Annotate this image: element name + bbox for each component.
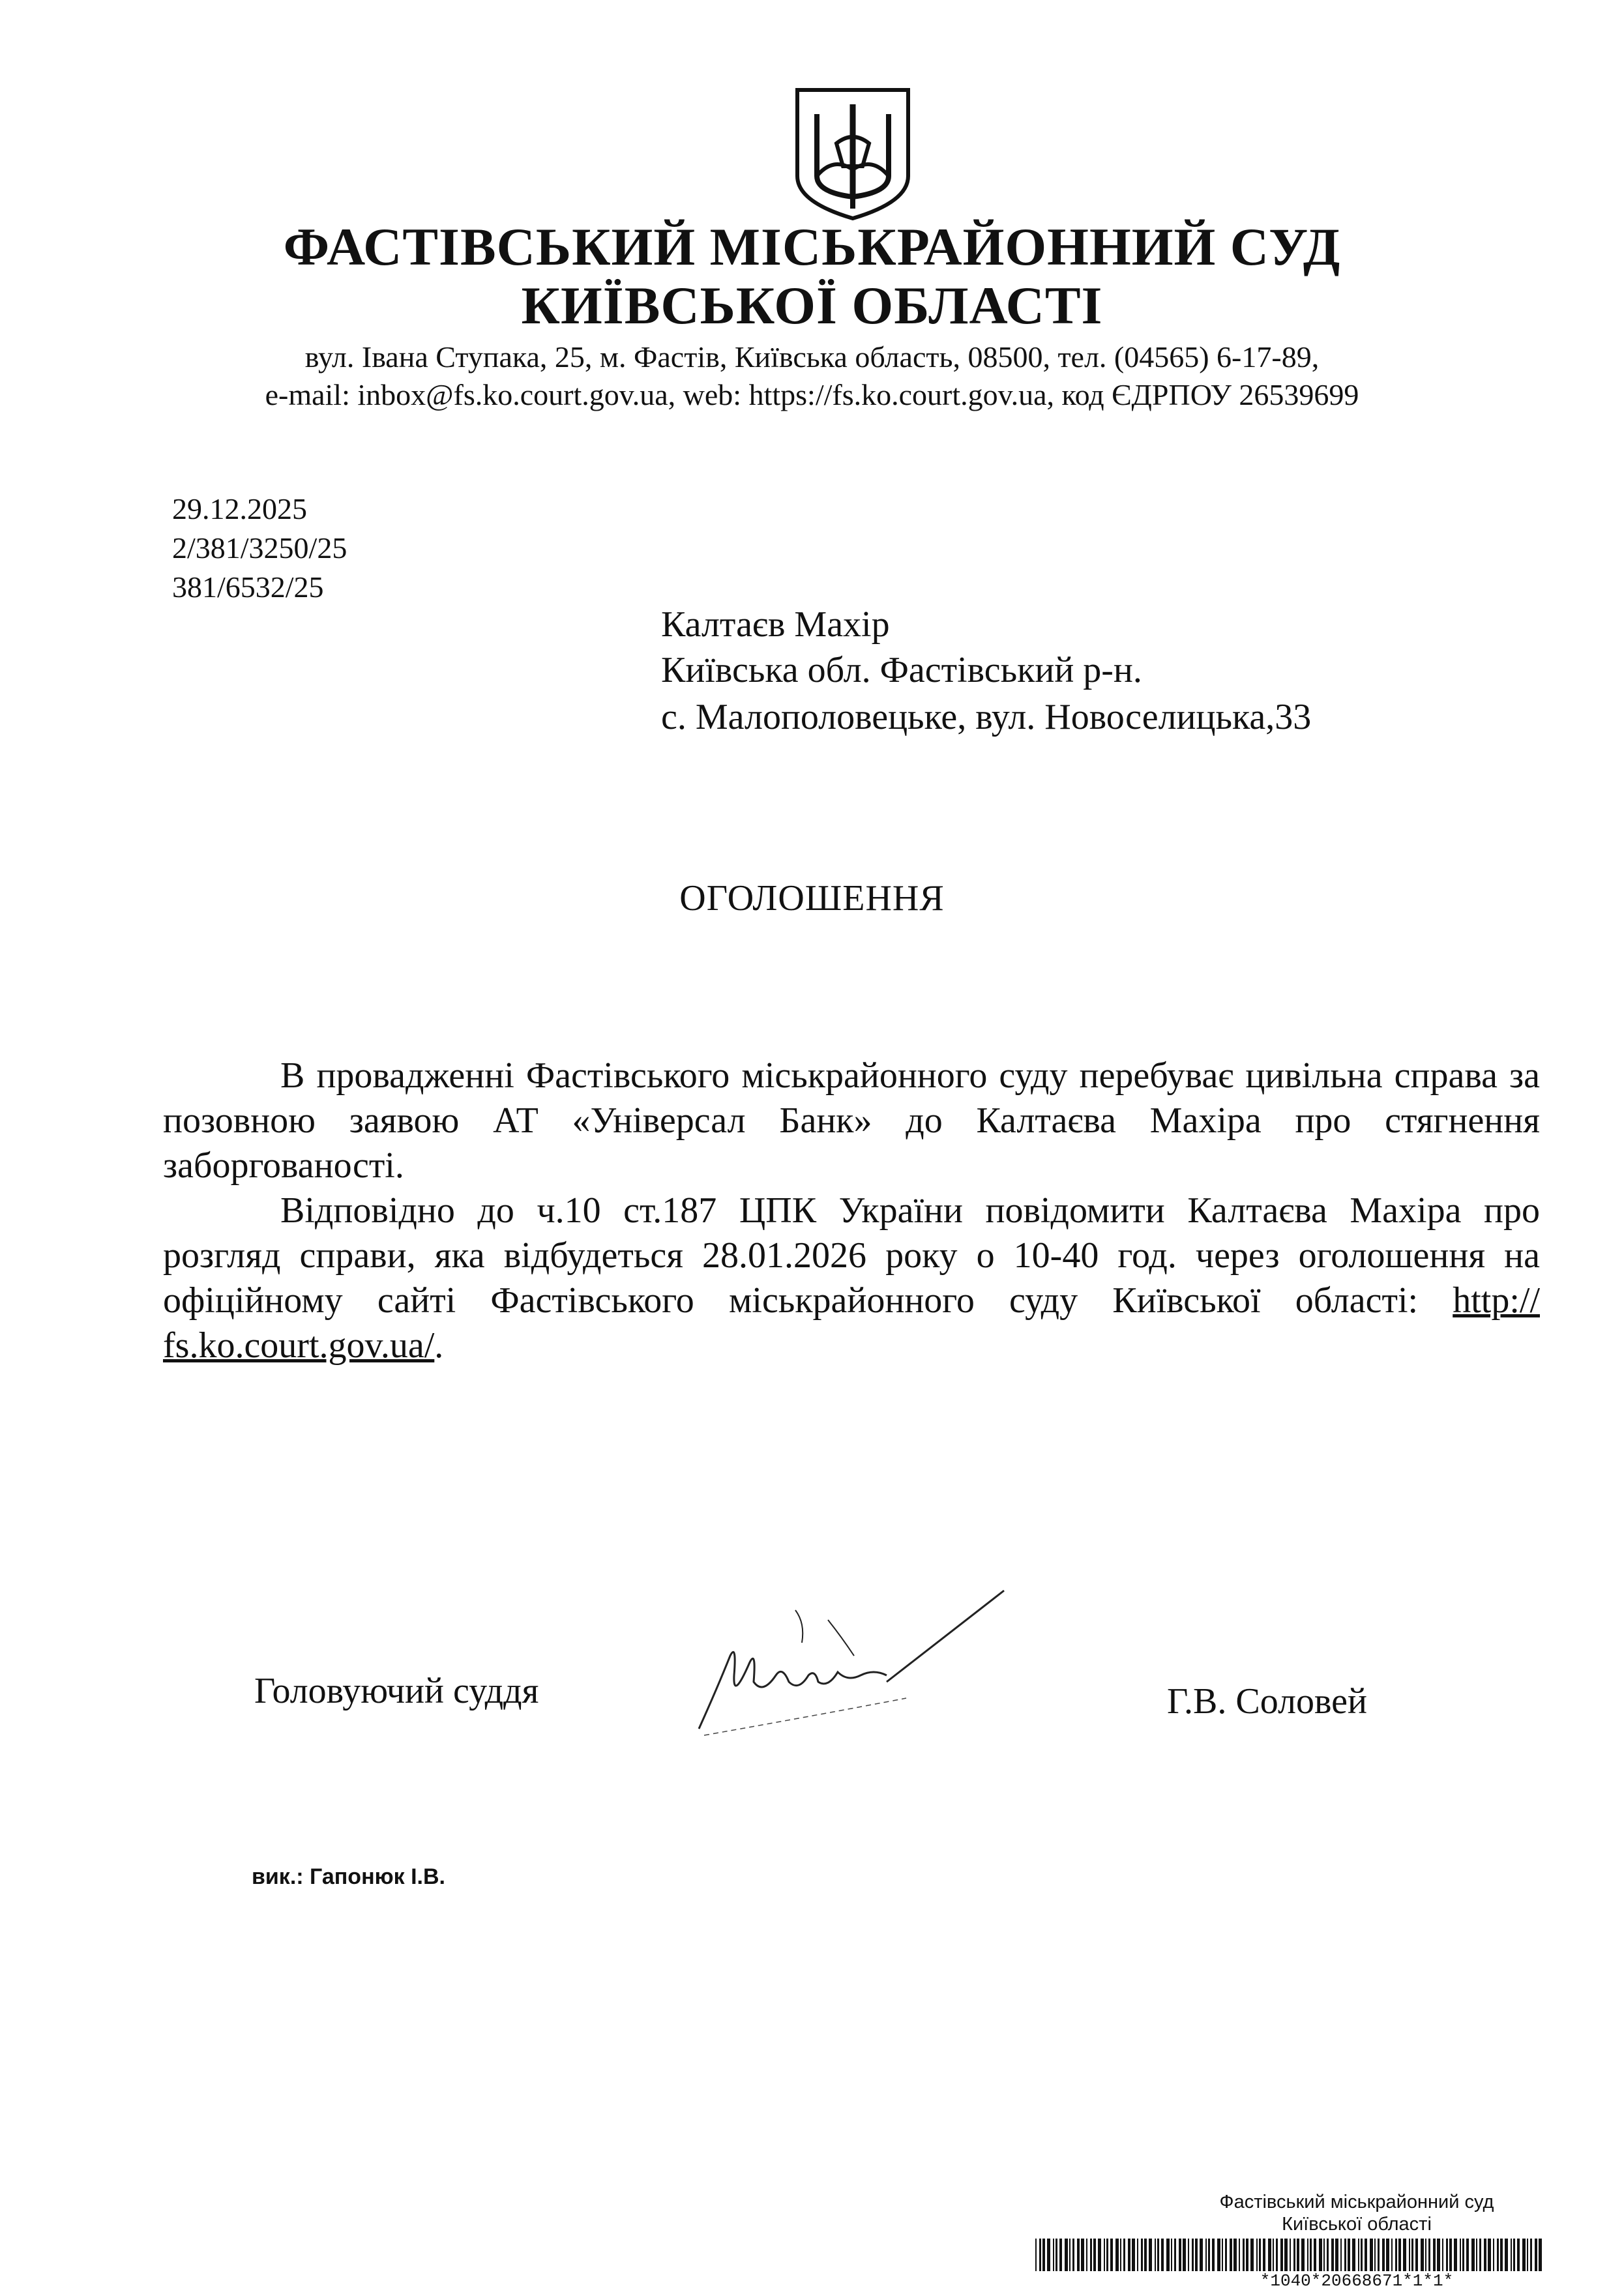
paragraph-2-text: Відповідно до ч.10 ст.187 ЦПК України повідомити Калтаєва Махіра про розгляд справи, яка відбудеться 28.01.2026 року о 10-40 год. через оголошення на офіційному сайті Фастівського міськрайонного суду Київської області: [163,1190,1540,1321]
case-number: 2/381/3250/25 [172,531,347,565]
document-date: 29.12.2025 [172,492,307,525]
addressee-name: Калтаєв Махір [661,604,890,645]
coat-of-arms-icon [791,85,915,222]
stamp-region: Київської області [1282,2214,1432,2235]
contact-line2: e-mail: inbox@fs.ko.court.gov.ua, web: https://fs.ko.court.gov.ua, код ЄДРПОУ 26539699 [265,378,1359,411]
barcode-code: *1040*20668671*1*1* [1260,2271,1454,2291]
announcement-title: ОГОЛОШЕННЯ [679,878,945,918]
announcement-paragraph-1: В провадженні Фастівського міськрайонного суду перебуває цивільна справа за позовною заявою АТ «Універсал Банк» до Калтаєва Махіра про стягнення заборгованості. [163,1055,1540,1186]
handwritten-signature [691,1584,1017,1741]
court-name-line2: КИЇВСЬКОЇ ОБЛАСТІ [521,276,1103,335]
signatory-name: Г.В. Соловей [1167,1681,1367,1722]
addressee-street: с. Малополовецьке, вул. Новоселицька,33 [661,697,1312,737]
proceeding-number: 381/6532/25 [172,570,324,604]
announcement-body [163,1053,1540,1368]
stamp-court-name: Фастівський міськрайонний суд [1219,2192,1494,2212]
announcement-paragraph-2 [163,1188,1540,1368]
signatory-position: Головуючий суддя [254,1671,539,1711]
court-website-link[interactable]: http:// fs.ko.court.gov.ua/ [163,1280,1540,1366]
court-name-line1: ФАСТІВСЬКИЙ МІСЬКРАЙОННИЙ СУД [283,217,1341,276]
paragraph-2-end: . [434,1325,444,1366]
barcode [1035,2239,1543,2271]
contact-line1: вул. Івана Ступака, 25, м. Фастів, Київська область, 08500, тел. (04565) 6-17-89, [304,340,1320,374]
executor-line: вик.: Гапонюк І.В. [252,1864,446,1889]
addressee-region: Київська обл. Фастівський р-н. [661,650,1142,690]
